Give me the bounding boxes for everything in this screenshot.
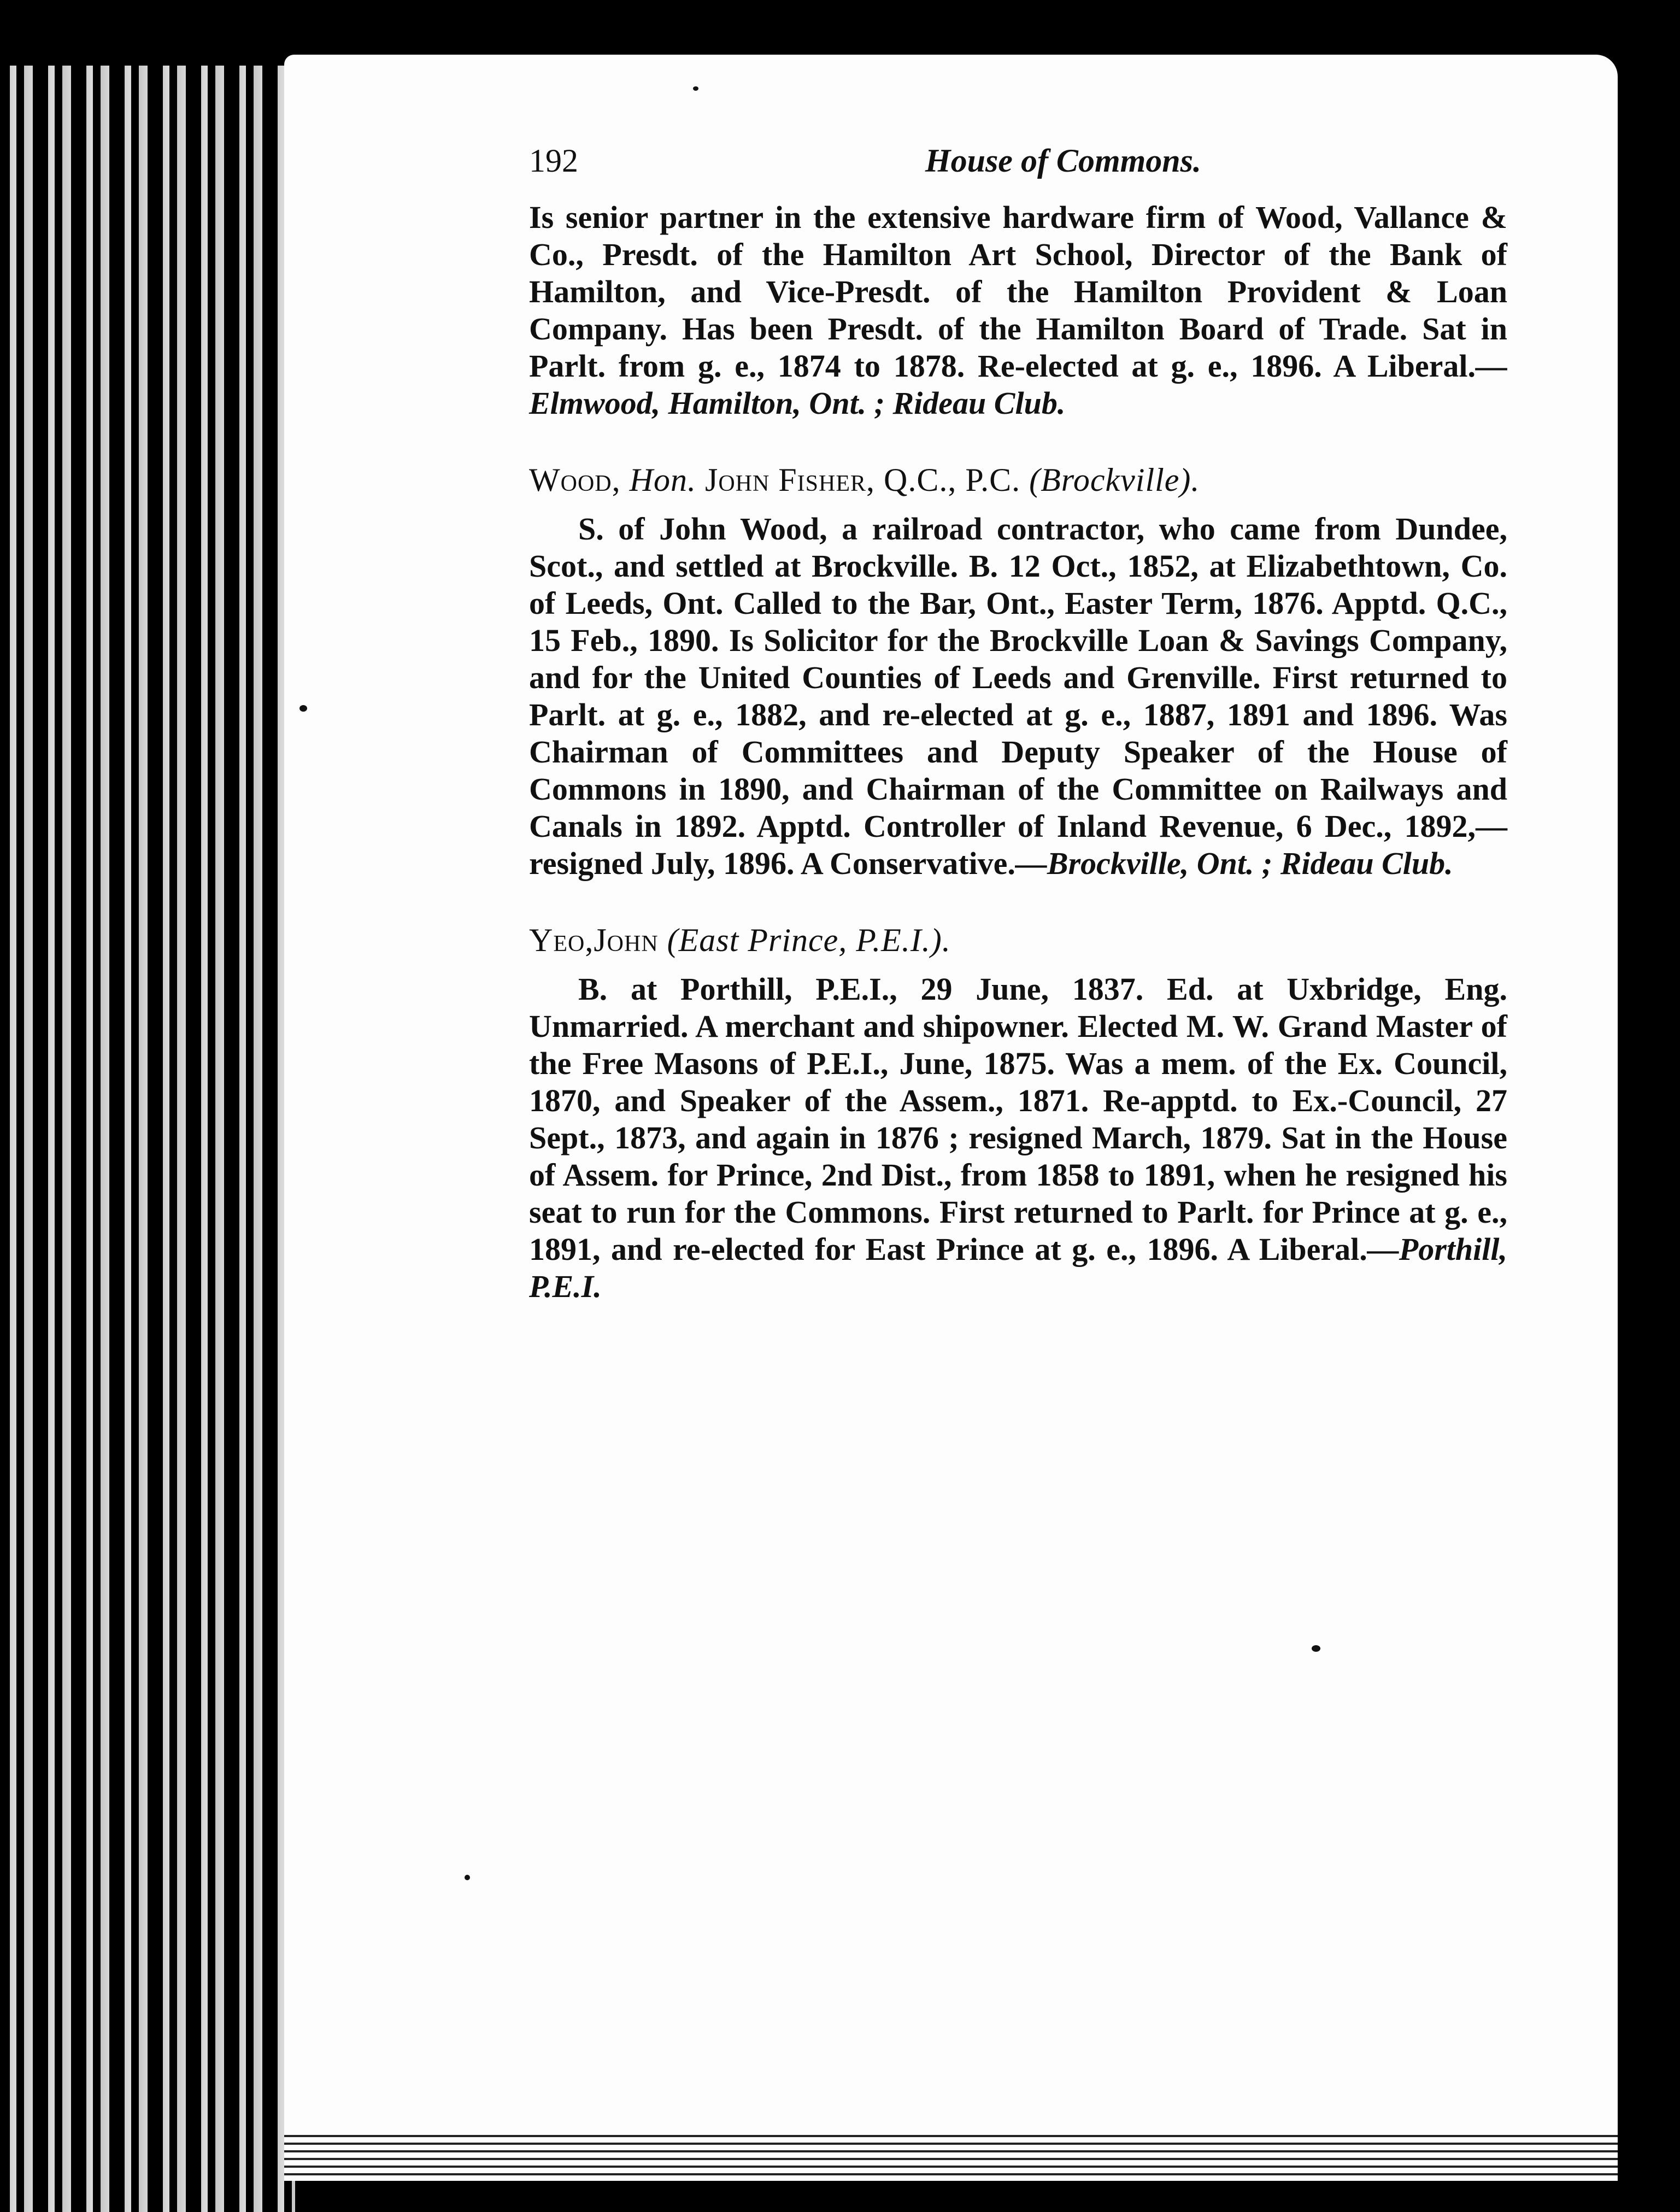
print-speck <box>465 1875 470 1880</box>
entry-wood-john-fisher-heading <box>529 461 1507 498</box>
entry-constituency: (East Prince, P.E.I.). <box>667 922 951 958</box>
entry-wood-vallance-text: Is senior partner in the extensive hardware firm of Wood, Vallance & Co., Presdt. of the Hamilton Art School, Director of the Bank of Hamilton, and Vice-Presdt. of the Hamilton Provident & Loan Company. Has been Presdt. of the Hamilton Board of Trade. Sat in Parlt. from g. e., 1874 to 1878. Re-elected at g. e., 1896. A Liberal. <box>529 200 1507 384</box>
entry-yeo-john-body <box>529 971 1507 1305</box>
entry-wood-john-fisher-body <box>529 511 1507 882</box>
right-page-edge <box>1618 77 1680 2212</box>
entry-wood-john-fisher-text: S. of John Wood, a railroad contractor, who came from Dundee, Scot., and settled at Brockville. B. 12 Oct., 1852, at Elizabethtown, Co. of Leeds, Ont. Called to the Bar, Ont., Easter Term, 1876. Apptd. Q.C., 15 Feb., 1890. Is Solicitor for the Brockville Loan & Savings Company, and for the United Counties of Leeds and Grenville. First returned to Parlt. at g. e., 1882, and re-elected at g. e., 1887, 1891 and 1896. Was Chairman of Committees and Deputy Speaker of the House of Commons in 1890, and Chairman of the Committee on Railways and Canals in 1892. Apptd. Controller of Inland Revenue, 6 Dec., 1892,—resigned July, 1896. A Conservative. <box>529 511 1507 881</box>
page-header <box>529 142 1507 179</box>
book-spine-page-edges <box>0 66 295 2212</box>
entry-wood-vallance-address: —Elmwood, Hamilton, Ont. ; Rideau Club. <box>529 348 1507 421</box>
entry-given-names: John <box>594 922 659 958</box>
print-speck <box>299 705 307 712</box>
entry-yeo-john-address: —Porthill, P.E.I. <box>529 1231 1507 1304</box>
entry-surname: Wood, <box>529 462 621 498</box>
entry-yeo-john-heading <box>529 922 1507 959</box>
entry-wood-john-fisher-address: —Brockville, Ont. ; Rideau Club. <box>1015 846 1453 881</box>
print-speck <box>693 86 698 91</box>
entry-wood-vallance <box>529 199 1507 422</box>
entry-honorific: Hon. <box>629 462 696 498</box>
page-number: 192 <box>529 143 578 179</box>
entry-given-names: John Fisher, <box>704 462 876 498</box>
print-speck <box>1312 1645 1320 1652</box>
running-title: House of Commons. <box>925 143 1201 179</box>
entry-titles: Q.C., P.C. <box>884 462 1021 498</box>
entry-surname: Yeo, <box>529 922 594 958</box>
entry-yeo-john-text: B. at Porthill, P.E.I., 29 June, 1837. Ed. at Uxbridge, Eng. Unmarried. A merchant and shipowner. Elected M. W. Grand Master of the Free Masons of P.E.I., June, 1875. Was a mem. of the Ex. Council, 1870, and Speaker of the Assem., 1871. Re-apptd. to Ex.-Council, 27 Sept., 1873, and again in 1876 ; resigned March, 1879. Sat in the House of Assem. for Prince, 2nd Dist., from 1858 to 1891, when he resigned his seat to run for the Commons. First returned to Parlt. for Prince at g. e., 1891, and re-elected for East Prince at g. e., 1896. A Liberal. <box>529 971 1507 1267</box>
page-text-block <box>529 142 1507 1305</box>
entry-constituency: (Brockville). <box>1029 462 1200 498</box>
bottom-page-edge <box>284 2132 1618 2181</box>
